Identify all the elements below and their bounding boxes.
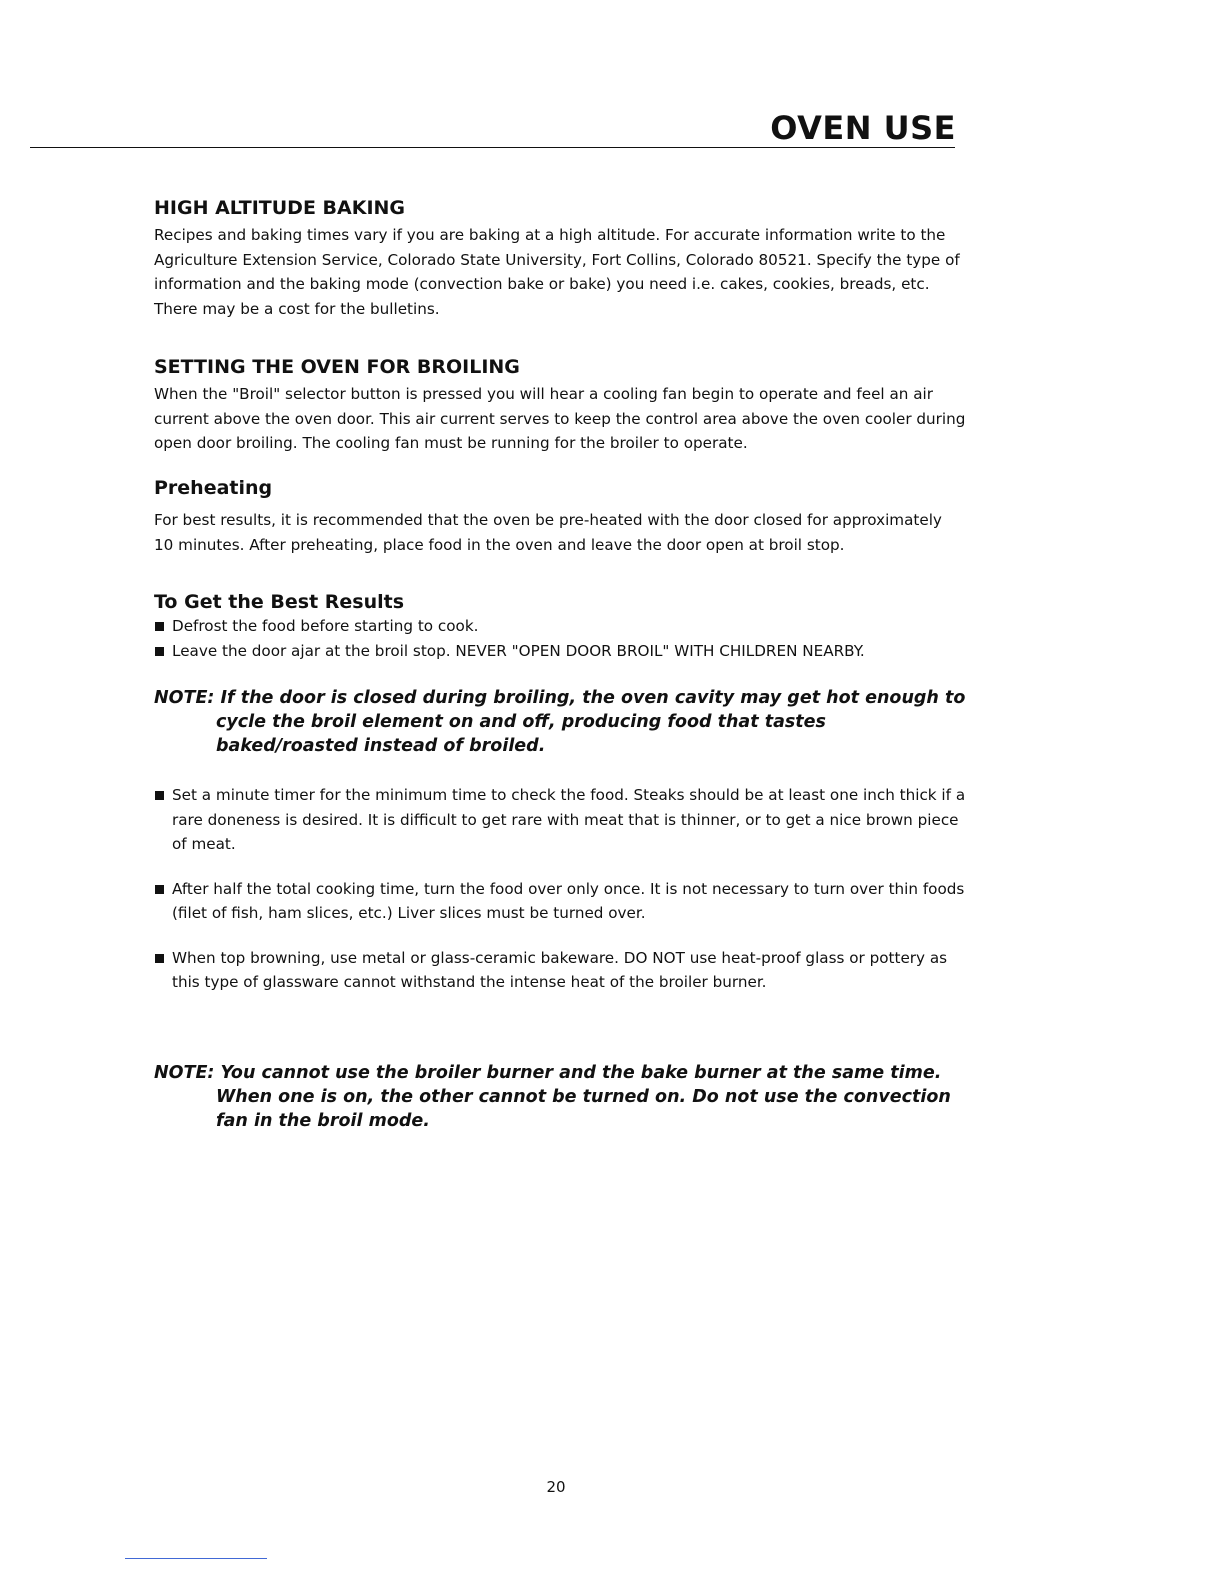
high-altitude-section [154,196,966,321]
preheating-section [154,476,966,557]
door-closed-note: NOTE: If the door is closed during broiling, the oven cavity may get hot enough to cycle the broil element on and off, producing food that tastes baked/roasted instead of broiled. [154,688,966,756]
header-rule [30,147,955,148]
list-item: Defrost the food before starting to cook. [154,614,966,639]
best-results-list [154,614,966,663]
best-results-section [154,590,966,663]
high-altitude-body: Recipes and baking times vary if you are baking at a high altitude. For accurate information write to the Agriculture Extension Service, Colorado State University, Fort Collins, Colorado 80521. Specify the type of information and the baking mode (convection bake or bake) you need i.e. cakes, cookies, breads, etc. There may be a cost for the bulletins. [154,226,960,318]
list-item: Set a minute timer for the minimum time to check the food. Steaks should be at least one inch thick if a rare doneness is desired. It is difficult to get rare with meat that is thinner, or to get a nice brown piece of meat. [154,783,966,857]
final-note: NOTE: You cannot use the broiler burner and the bake burner at the same time. When one is on, the other cannot be turned on. Do not use the convection fan in the broil mode. [154,1063,951,1131]
broiling-heading: SETTING THE OVEN FOR BROILING [154,356,520,378]
more-tips-block [154,783,966,995]
list-item: After half the total cooking time, turn the food over only once. It is not necessary to turn over thin foods (filet of fish, ham slices, etc.) Liver slices must be turned over. [154,877,966,926]
page-number: 20 [546,1478,566,1496]
page-title: OVEN USE [770,109,956,147]
preheating-body: For best results, it is recommended that the oven be pre-heated with the door closed for approximately 10 minutes. After preheating, place food in the oven and leave the door open at broil stop. [154,511,942,554]
door-closed-note-block [154,686,966,758]
list-item: When top browning, use metal or glass-ceramic bakeware. DO NOT use heat-proof glass or pottery as this type of glassware cannot withstand the intense heat of the broiler burner. [154,946,966,995]
list-item: Leave the door ajar at the broil stop. NEVER "OPEN DOOR BROIL" WITH CHILDREN NEARBY. [154,639,966,664]
more-tips-list [154,783,966,995]
footer-line [125,1558,267,1559]
broiling-section [154,355,966,456]
best-results-heading: To Get the Best Results [154,591,405,613]
broiling-body: When the "Broil" selector button is pressed you will hear a cooling fan begin to operate and feel an air current above the oven door. This air current serves to keep the control area above the oven cooler during open door broiling. The cooling fan must be running for the broiler to operate. [154,385,966,452]
preheating-heading: Preheating [154,477,273,499]
high-altitude-heading: HIGH ALTITUDE BAKING [154,197,406,219]
final-note-block [154,1061,966,1133]
